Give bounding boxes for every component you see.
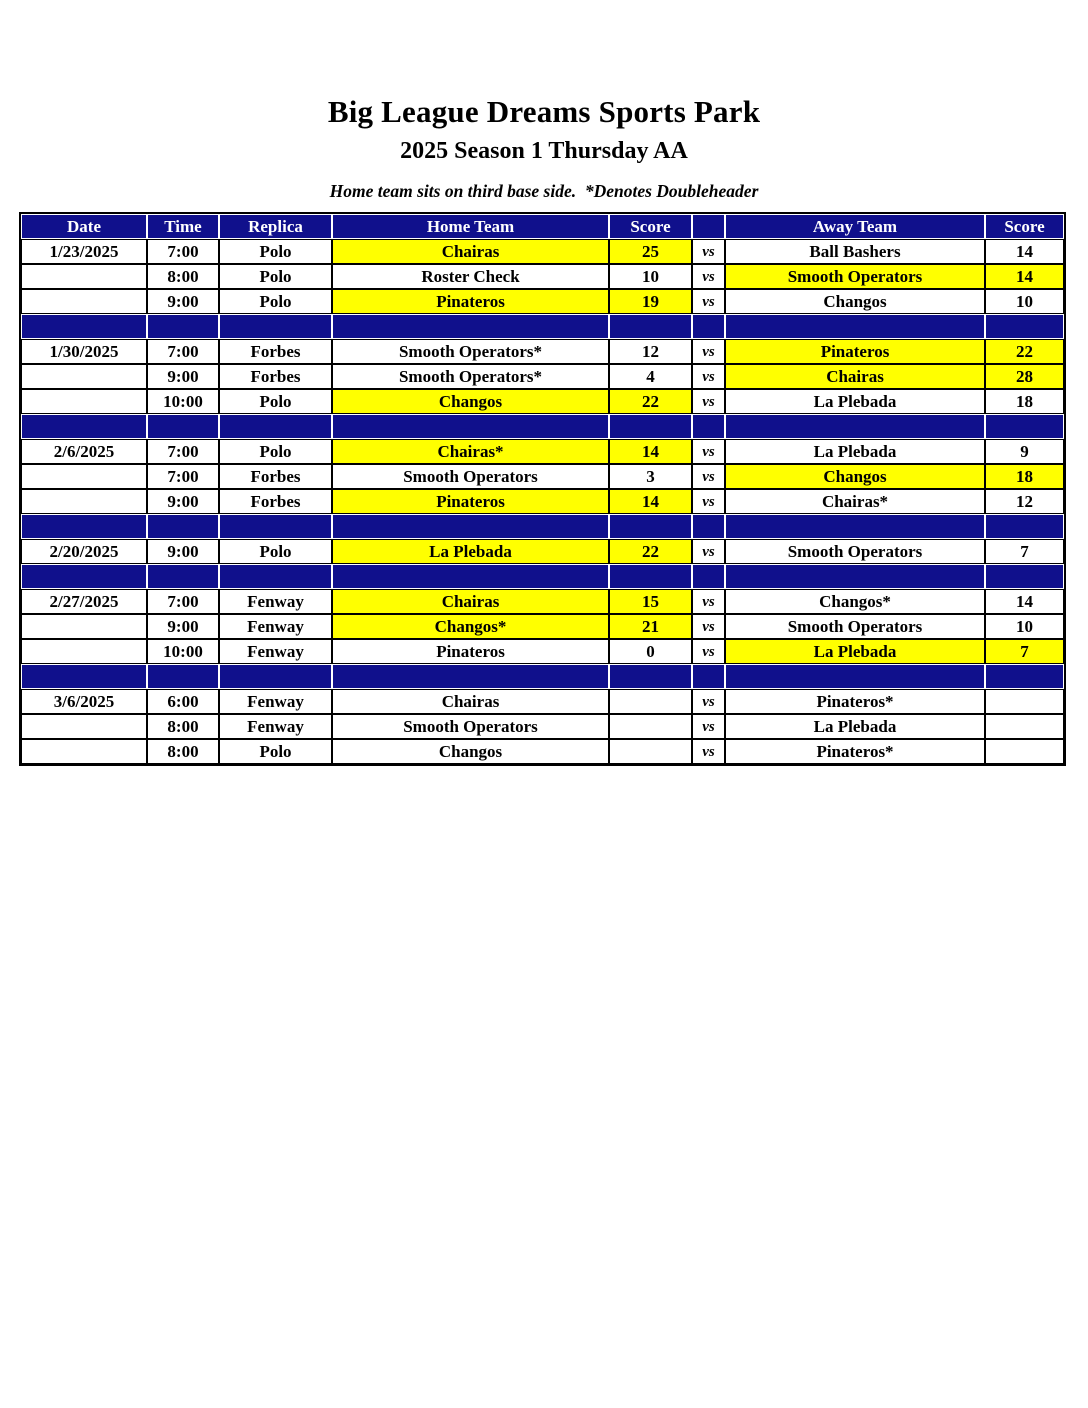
game-row <box>21 439 1064 464</box>
replica-cell: Forbes <box>219 364 332 389</box>
home-team-cell: Pinateros <box>332 289 609 314</box>
game-row <box>21 364 1064 389</box>
separator-cell <box>609 564 692 589</box>
home-team-cell: Smooth Operators* <box>332 339 609 364</box>
header-away-score: Score <box>985 214 1064 239</box>
section-separator-row <box>21 564 1064 589</box>
separator-cell <box>147 564 219 589</box>
time-cell: 8:00 <box>147 714 219 739</box>
page-title: Big League Dreams Sports Park <box>327 94 761 129</box>
home-score-cell: 21 <box>609 614 692 639</box>
header-row <box>21 214 1064 239</box>
away-team-cell: Smooth Operators <box>725 539 985 564</box>
replica-cell: Polo <box>219 439 332 464</box>
away-score-cell: 18 <box>985 464 1064 489</box>
vs-cell: vs <box>692 714 725 739</box>
game-row <box>21 589 1064 614</box>
replica-cell: Fenway <box>219 689 332 714</box>
replica-cell: Polo <box>219 264 332 289</box>
vs-cell: vs <box>692 239 725 264</box>
schedule-table <box>19 212 1066 766</box>
time-cell: 7:00 <box>147 439 219 464</box>
time-cell: 9:00 <box>147 614 219 639</box>
separator-cell <box>219 564 332 589</box>
game-row <box>21 714 1064 739</box>
away-team-cell: Chairas* <box>725 489 985 514</box>
replica-cell: Forbes <box>219 464 332 489</box>
home-team-cell: Smooth Operators <box>332 714 609 739</box>
replica-cell: Fenway <box>219 714 332 739</box>
separator-cell <box>692 514 725 539</box>
away-team-cell: La Plebada <box>725 714 985 739</box>
home-team-cell: Pinateros <box>332 489 609 514</box>
vs-cell: vs <box>692 739 725 764</box>
replica-cell: Forbes <box>219 489 332 514</box>
game-row <box>21 739 1064 764</box>
section-separator-row <box>21 414 1064 439</box>
home-score-cell <box>609 739 692 764</box>
replica-cell: Polo <box>219 389 332 414</box>
vs-cell: vs <box>692 539 725 564</box>
away-score-cell: 10 <box>985 289 1064 314</box>
section-separator-row <box>21 664 1064 689</box>
away-team-cell: Ball Bashers <box>725 239 985 264</box>
vs-cell: vs <box>692 264 725 289</box>
vs-cell: vs <box>692 439 725 464</box>
date-cell: 3/6/2025 <box>21 689 147 714</box>
header-date: Date <box>21 214 147 239</box>
home-team-cell: Changos <box>332 389 609 414</box>
home-score-cell: 14 <box>609 489 692 514</box>
vs-cell: vs <box>692 339 725 364</box>
away-score-cell: 22 <box>985 339 1064 364</box>
home-score-cell <box>609 714 692 739</box>
date-cell: 2/20/2025 <box>21 539 147 564</box>
date-cell <box>21 639 147 664</box>
game-row <box>21 689 1064 714</box>
date-cell: 2/6/2025 <box>21 439 147 464</box>
game-row <box>21 489 1064 514</box>
time-cell: 7:00 <box>147 239 219 264</box>
separator-cell <box>147 664 219 689</box>
away-team-cell: Smooth Operators <box>725 614 985 639</box>
game-row <box>21 389 1064 414</box>
replica-cell: Polo <box>219 239 332 264</box>
header-home-team: Home Team <box>332 214 609 239</box>
date-cell <box>21 464 147 489</box>
replica-cell: Fenway <box>219 589 332 614</box>
replica-cell: Fenway <box>219 639 332 664</box>
separator-cell <box>725 514 985 539</box>
away-team-cell: Smooth Operators <box>725 264 985 289</box>
away-score-cell: 14 <box>985 239 1064 264</box>
separator-cell <box>219 514 332 539</box>
header-time: Time <box>147 214 219 239</box>
separator-cell <box>21 514 147 539</box>
separator-cell <box>985 314 1064 339</box>
replica-cell: Forbes <box>219 339 332 364</box>
home-score-cell: 22 <box>609 539 692 564</box>
separator-cell <box>147 314 219 339</box>
page-subtitle: 2025 Season 1 Thursday AA <box>400 138 688 164</box>
separator-cell <box>692 314 725 339</box>
separator-cell <box>332 514 609 539</box>
header-replica: Replica <box>219 214 332 239</box>
time-cell: 7:00 <box>147 589 219 614</box>
separator-cell <box>609 514 692 539</box>
home-team-cell: Smooth Operators* <box>332 364 609 389</box>
away-score-cell: 18 <box>985 389 1064 414</box>
date-cell <box>21 289 147 314</box>
separator-cell <box>725 564 985 589</box>
separator-cell <box>725 414 985 439</box>
date-cell <box>21 739 147 764</box>
separator-cell <box>725 664 985 689</box>
separator-cell <box>332 664 609 689</box>
replica-cell: Polo <box>219 539 332 564</box>
game-row <box>21 539 1064 564</box>
section-separator-row <box>21 314 1064 339</box>
time-cell: 8:00 <box>147 739 219 764</box>
game-row <box>21 239 1064 264</box>
away-score-cell: 14 <box>985 589 1064 614</box>
separator-cell <box>985 664 1064 689</box>
home-team-cell: Changos* <box>332 614 609 639</box>
separator-cell <box>21 564 147 589</box>
time-cell: 6:00 <box>147 689 219 714</box>
game-row <box>21 639 1064 664</box>
time-cell: 10:00 <box>147 639 219 664</box>
separator-cell <box>21 664 147 689</box>
away-team-cell: La Plebada <box>725 439 985 464</box>
page-note: Home team sits on third base side. *Denotes Doubleheader <box>329 181 759 201</box>
away-score-cell <box>985 689 1064 714</box>
away-team-cell: La Plebada <box>725 639 985 664</box>
time-cell: 7:00 <box>147 339 219 364</box>
home-team-cell: Smooth Operators <box>332 464 609 489</box>
home-score-cell: 0 <box>609 639 692 664</box>
home-score-cell: 14 <box>609 439 692 464</box>
away-score-cell: 12 <box>985 489 1064 514</box>
vs-cell: vs <box>692 389 725 414</box>
time-cell: 9:00 <box>147 489 219 514</box>
home-score-cell: 15 <box>609 589 692 614</box>
home-score-cell: 22 <box>609 389 692 414</box>
header-home-score: Score <box>609 214 692 239</box>
home-team-cell: Roster Check <box>332 264 609 289</box>
home-team-cell: Chairas <box>332 589 609 614</box>
separator-cell <box>692 564 725 589</box>
away-score-cell: 28 <box>985 364 1064 389</box>
separator-cell <box>985 514 1064 539</box>
vs-cell: vs <box>692 689 725 714</box>
separator-cell <box>147 414 219 439</box>
vs-cell: vs <box>692 639 725 664</box>
away-score-cell <box>985 739 1064 764</box>
away-team-cell: Changos <box>725 464 985 489</box>
date-cell <box>21 389 147 414</box>
home-score-cell <box>609 689 692 714</box>
vs-cell: vs <box>692 489 725 514</box>
away-score-cell: 7 <box>985 639 1064 664</box>
header-away-team: Away Team <box>725 214 985 239</box>
away-team-cell: Changos* <box>725 589 985 614</box>
vs-cell: vs <box>692 589 725 614</box>
date-cell <box>21 264 147 289</box>
separator-cell <box>609 314 692 339</box>
separator-cell <box>332 414 609 439</box>
home-score-cell: 19 <box>609 289 692 314</box>
game-row <box>21 464 1064 489</box>
separator-cell <box>21 314 147 339</box>
time-cell: 7:00 <box>147 464 219 489</box>
time-cell: 8:00 <box>147 264 219 289</box>
vs-cell: vs <box>692 614 725 639</box>
time-cell: 10:00 <box>147 389 219 414</box>
home-score-cell: 10 <box>609 264 692 289</box>
time-cell: 9:00 <box>147 539 219 564</box>
away-team-cell: Pinateros <box>725 339 985 364</box>
separator-cell <box>21 414 147 439</box>
separator-cell <box>332 564 609 589</box>
separator-cell <box>985 564 1064 589</box>
away-score-cell: 14 <box>985 264 1064 289</box>
separator-cell <box>219 664 332 689</box>
separator-cell <box>609 664 692 689</box>
home-score-cell: 3 <box>609 464 692 489</box>
game-row <box>21 614 1064 639</box>
header-vs-spacer <box>692 214 725 239</box>
away-team-cell: La Plebada <box>725 389 985 414</box>
date-cell <box>21 614 147 639</box>
separator-cell <box>332 314 609 339</box>
vs-cell: vs <box>692 289 725 314</box>
home-team-cell: Changos <box>332 739 609 764</box>
game-row <box>21 339 1064 364</box>
separator-cell <box>219 314 332 339</box>
separator-cell <box>692 414 725 439</box>
date-cell <box>21 364 147 389</box>
separator-cell <box>147 514 219 539</box>
time-cell: 9:00 <box>147 364 219 389</box>
home-score-cell: 12 <box>609 339 692 364</box>
date-cell: 1/23/2025 <box>21 239 147 264</box>
away-team-cell: Pinateros* <box>725 739 985 764</box>
away-team-cell: Chairas <box>725 364 985 389</box>
separator-cell <box>219 414 332 439</box>
vs-cell: vs <box>692 364 725 389</box>
separator-cell <box>692 664 725 689</box>
replica-cell: Polo <box>219 289 332 314</box>
separator-cell <box>725 314 985 339</box>
vs-cell: vs <box>692 464 725 489</box>
game-row <box>21 264 1064 289</box>
replica-cell: Polo <box>219 739 332 764</box>
date-cell <box>21 489 147 514</box>
home-team-cell: Chairas <box>332 689 609 714</box>
date-cell: 2/27/2025 <box>21 589 147 614</box>
replica-cell: Fenway <box>219 614 332 639</box>
away-team-cell: Pinateros* <box>725 689 985 714</box>
section-separator-row <box>21 514 1064 539</box>
home-score-cell: 4 <box>609 364 692 389</box>
home-team-cell: Chairas* <box>332 439 609 464</box>
home-team-cell: La Plebada <box>332 539 609 564</box>
away-score-cell <box>985 714 1064 739</box>
game-row <box>21 289 1064 314</box>
away-score-cell: 7 <box>985 539 1064 564</box>
away-score-cell: 10 <box>985 614 1064 639</box>
away-team-cell: Changos <box>725 289 985 314</box>
home-score-cell: 25 <box>609 239 692 264</box>
home-team-cell: Chairas <box>332 239 609 264</box>
date-cell: 1/30/2025 <box>21 339 147 364</box>
away-score-cell: 9 <box>985 439 1064 464</box>
time-cell: 9:00 <box>147 289 219 314</box>
date-cell <box>21 714 147 739</box>
home-team-cell: Pinateros <box>332 639 609 664</box>
separator-cell <box>609 414 692 439</box>
separator-cell <box>985 414 1064 439</box>
